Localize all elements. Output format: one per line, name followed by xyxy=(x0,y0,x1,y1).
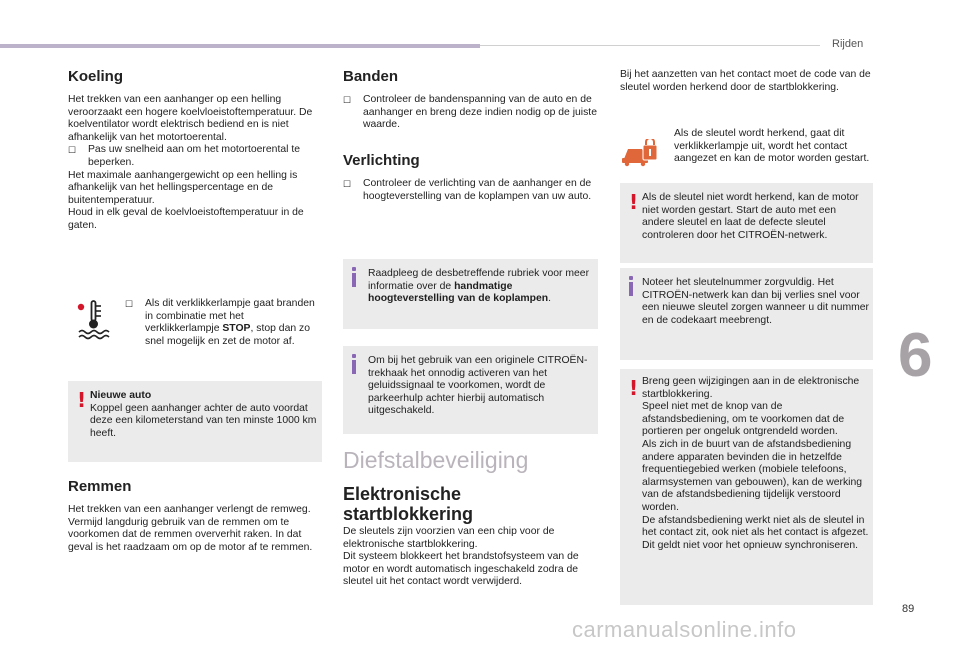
chapter-number: 6 xyxy=(898,321,933,390)
immobiliser-intro-text: Bij het aanzetten van het contact moet de code van de sleutel worden herkend door de startblokkering. xyxy=(620,69,871,93)
banden-title: Banden xyxy=(343,68,399,85)
info-icon xyxy=(352,354,356,374)
banden-bullet xyxy=(343,94,599,132)
warn2-paragraph-1: Breng geen wijzigingen aan in de elektronische startblokkering. xyxy=(642,376,860,400)
immobiliser-title-line1: Elektronische xyxy=(343,484,462,504)
remmen-title: Remmen xyxy=(68,478,132,495)
diefstal-title: Diefstalbeveiliging xyxy=(343,447,529,473)
immobiliser-key-icon xyxy=(621,139,661,167)
immobiliser-intro xyxy=(620,69,874,94)
info1-text-b: . xyxy=(548,293,552,305)
bullet-marker-icon: ☐ xyxy=(125,299,134,309)
info1-link: handmatige hoogteverstelling van de koplampen xyxy=(368,280,549,305)
key-recognised-text: Als de sleutel wordt herkend, gaat dit verklikkerlampje uit, wordt het contact aangezet en kan de motor worden gestart. xyxy=(674,128,870,165)
bullet-marker-icon: ☐ xyxy=(68,145,77,156)
lamp-text-b: , stop dan zo snel mogelijk en zet de motor af. xyxy=(145,323,310,347)
immobiliser-warning-box xyxy=(620,369,873,605)
verlichting-title: Verlichting xyxy=(343,152,420,169)
key-recognised-note xyxy=(674,128,874,166)
koeling-title: Koeling xyxy=(68,68,123,85)
warning-icon: ! xyxy=(629,190,639,214)
header-rule xyxy=(480,45,820,46)
info1-text xyxy=(368,268,590,306)
immobiliser-title-line2: startblokkering xyxy=(343,504,474,524)
diefstal-section xyxy=(343,447,599,589)
koeling-paragraph: Het trekken van een aanhanger op een helling veroorzaakt een hogere koelvloeistoftemperatuur. De koelventilator wordt elektrisch bediend en is niet afhankelijk van het motortoerental. xyxy=(68,94,313,143)
koeling-section xyxy=(68,68,322,233)
new-car-warning-box xyxy=(68,381,322,462)
banden-section xyxy=(343,68,599,132)
key-number-info-box xyxy=(620,268,873,360)
verlichting-bullet xyxy=(343,178,599,203)
info-icon xyxy=(629,276,633,296)
coolant-temperature-icon xyxy=(76,298,112,342)
info-key-number-text: Noteer het sleutelnummer zorgvuldig. Het CITROËN-netwerk kan dan bij verlies snel voor een nieuwe sleutel zorgen wanneer u dit nummer en de codekaart meebrengt. xyxy=(642,277,869,326)
towbar-info-box xyxy=(343,346,598,434)
lamp-text-a: Als dit verklikkerlampje gaat branden in combinatie met het verklikkerlampje xyxy=(145,298,315,335)
key-not-recognised-box xyxy=(620,183,873,263)
koeling-bullet xyxy=(68,144,322,169)
watermark: carmanualsonline.info xyxy=(572,617,797,642)
warn2-paragraph-2: Speel niet met de knop van de afstandsbediening, om te voorkomen dat de portieren per ongeluk ontgrendeld worden. xyxy=(642,401,845,438)
bullet-marker-icon: ☐ xyxy=(343,179,352,189)
section-title: Rijden xyxy=(832,38,864,50)
info1-text-a: Raadpleeg de desbetreffende rubriek voor meer informatie over de xyxy=(368,268,590,292)
koeling-bullet-text: Pas uw snelheid aan om het motortoerental te beperken. xyxy=(88,144,300,168)
page-number: 89 xyxy=(902,603,915,615)
new-car-title: Nieuwe auto xyxy=(90,390,152,401)
warning-icon: ! xyxy=(629,376,639,400)
remmen-text: Het trekken van een aanhanger verlengt de remweg. Vermijd langdurig gebruik van de remmen om te voorkomen dat de remmen oververhit raken. In dat geval is het raadzaam om op de motor af te remmen. xyxy=(68,504,313,553)
info2-text: Om bij het gebruik van een originele CITROËN-trekhaak het onnodig activeren van het geluidssignaal te voorkomen, wordt de parkeerhulp achter hierbij automatisch uitgeschakeld. xyxy=(368,355,588,417)
banden-bullet-text: Controleer de bandenspanning van de auto en de aanhanger en breng deze indien nodig op de juiste waarde. xyxy=(363,94,597,131)
new-car-text: Koppel geen aanhanger achter de auto voordat deze een kilometerstand van ten minste 1000 km heeft. xyxy=(90,402,317,439)
warn1-text: Als de sleutel niet wordt herkend, kan de motor niet worden gestart. Start de auto met een andere sleutel en laat de defecte sleutel controleren door het CITROËN-netwerk. xyxy=(642,192,859,241)
koeling-paragraph-2: Het maximale aanhangergewicht op een helling is afhankelijk van het hellingspercentage en de buitentemperatuur. xyxy=(68,169,298,206)
warn2-paragraph-3: Als zich in de buurt van de afstandsbediening andere apparaten bevinden die in hetzelfde frequentiegebied werken (mobiele telefoons, alarmsystemen van gebouwen), kan de werking van de afstandsbediening tijdelijk verstoord worden. xyxy=(642,438,863,513)
header-accent-bar xyxy=(0,44,480,48)
warning-icon: ! xyxy=(77,388,87,412)
lamp-stop-word: STOP xyxy=(222,323,251,335)
bullet-marker-icon: ☐ xyxy=(343,95,352,105)
immobiliser-paragraph-1: De sleutels zijn voorzien van een chip voor de elektronische startblokkering. xyxy=(343,526,555,550)
info-icon xyxy=(352,267,356,287)
verlichting-bullet-text: Controleer de verlichting van de aanhanger en de hoogteverstelling van de koplampen van uw auto. xyxy=(363,178,592,202)
headlamp-info-box xyxy=(343,259,598,329)
warn2-paragraph-4: De afstandsbediening werkt niet als de sleutel in het contact zit, ook niet als het contact is afgezet. Dit geldt niet voor het opnieuw synchroniseren. xyxy=(642,514,869,551)
coolant-lamp-note xyxy=(125,298,320,348)
koeling-paragraph-3: Houd in elk geval de koelvloeistoftemperatuur in de gaten. xyxy=(68,207,304,231)
remmen-section xyxy=(68,478,324,554)
immobiliser-paragraph-2: Dit systeem blokkeert het brandstofsysteem van de motor en wordt automatisch ingeschakeld zodra de sleutel uit het contact wordt verwijderd. xyxy=(343,551,579,588)
verlichting-section xyxy=(343,152,599,203)
